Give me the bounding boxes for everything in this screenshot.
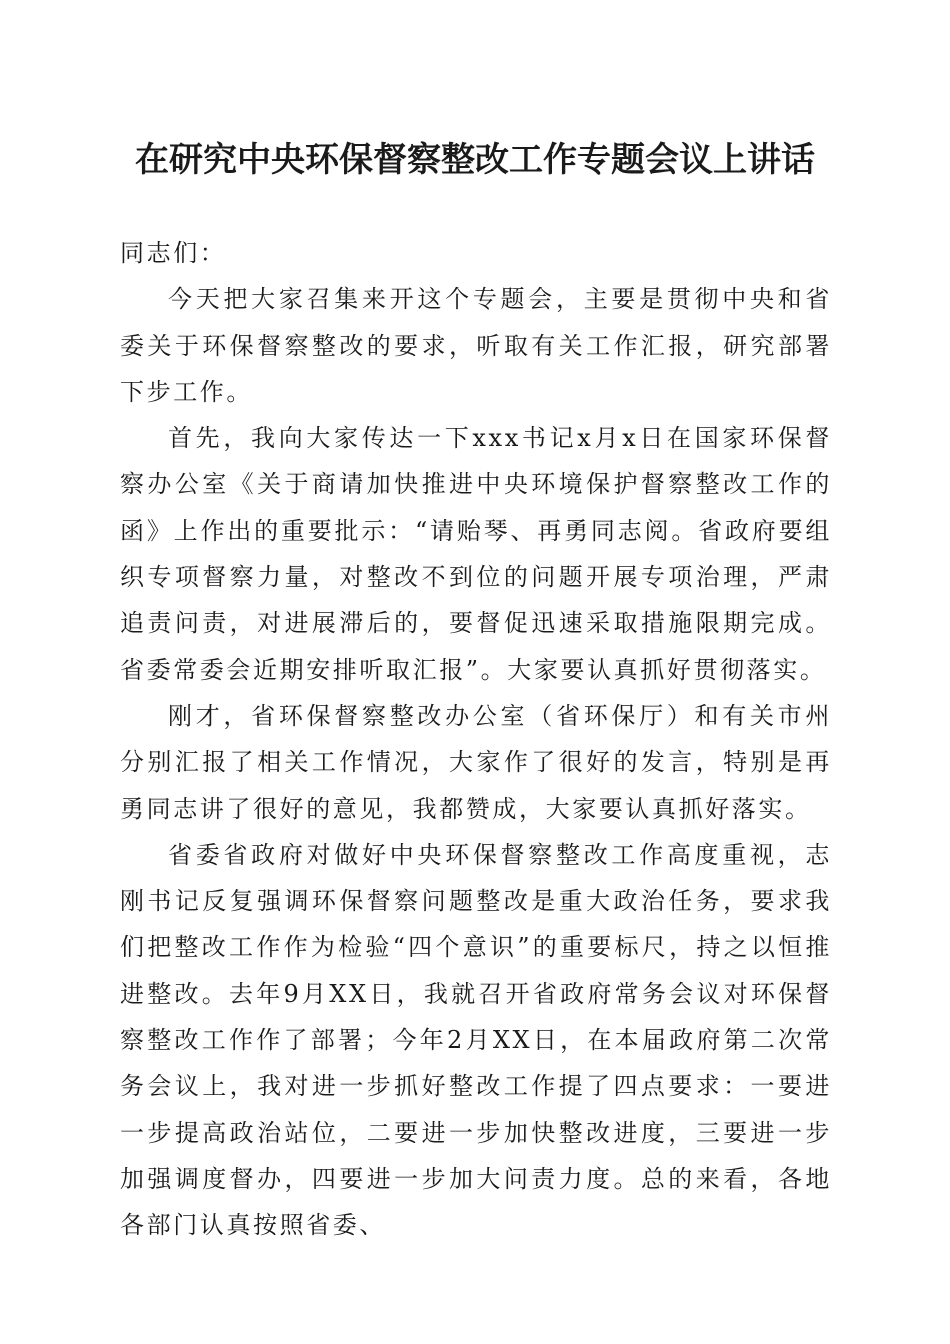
paragraph-2: 首先，我向大家传达一下xxx书记x月x日在国家环保督察办公室《关于商请加快推进中央环境保护督察整改工作的函》上作出的重要批示：“请贻琴、再勇同志阅。省政府要组织专项督察力量，对整改不到位的问题开展专项治理，严肃追责问责，对进展滞后的，要督促迅速采取措施限期完成。省委常委会近期安排听取汇报”。大家要认真抓好贯彻落实。: [120, 424, 832, 684]
document-title: 在研究中央环保督察整改工作专题会议上讲话: [135, 140, 815, 180]
paragraph-4: 省委省政府对做好中央环保督察整改工作高度重视，志刚书记反复强调环保督察问题整改是重大政治任务，要求我们把整改工作作为检验“四个意识”的重要标尺，持之以恒推进整改。去年9月XX日，我就召开省政府常务会议对环保督察整改工作作了部署；今年2月XX日，在本届政府第二次常务会议上，我对进一步抓好整改工作提了四点要求：一要进一步提高政治站位，二要进一步加快整改进度，三要进一步加强调度督办，四要进一步加大问责力度。总的来看，各地各部门认真按照省委、: [120, 840, 832, 1240]
paragraph-1: 今天把大家召集来开这个专题会，主要是贯彻中央和省委关于环保督察整改的要求，听取有关工作汇报，研究部署下步工作。: [120, 285, 832, 406]
paragraph-3: 刚才，省环保督察整改办公室（省环保厅）和有关市州分别汇报了相关工作情况，大家作了很好的发言，特别是再勇同志讲了很好的意见，我都赞成，大家要认真抓好落实。: [120, 701, 832, 823]
document-body: [120, 230, 832, 1249]
salutation: 同志们：: [120, 239, 227, 267]
